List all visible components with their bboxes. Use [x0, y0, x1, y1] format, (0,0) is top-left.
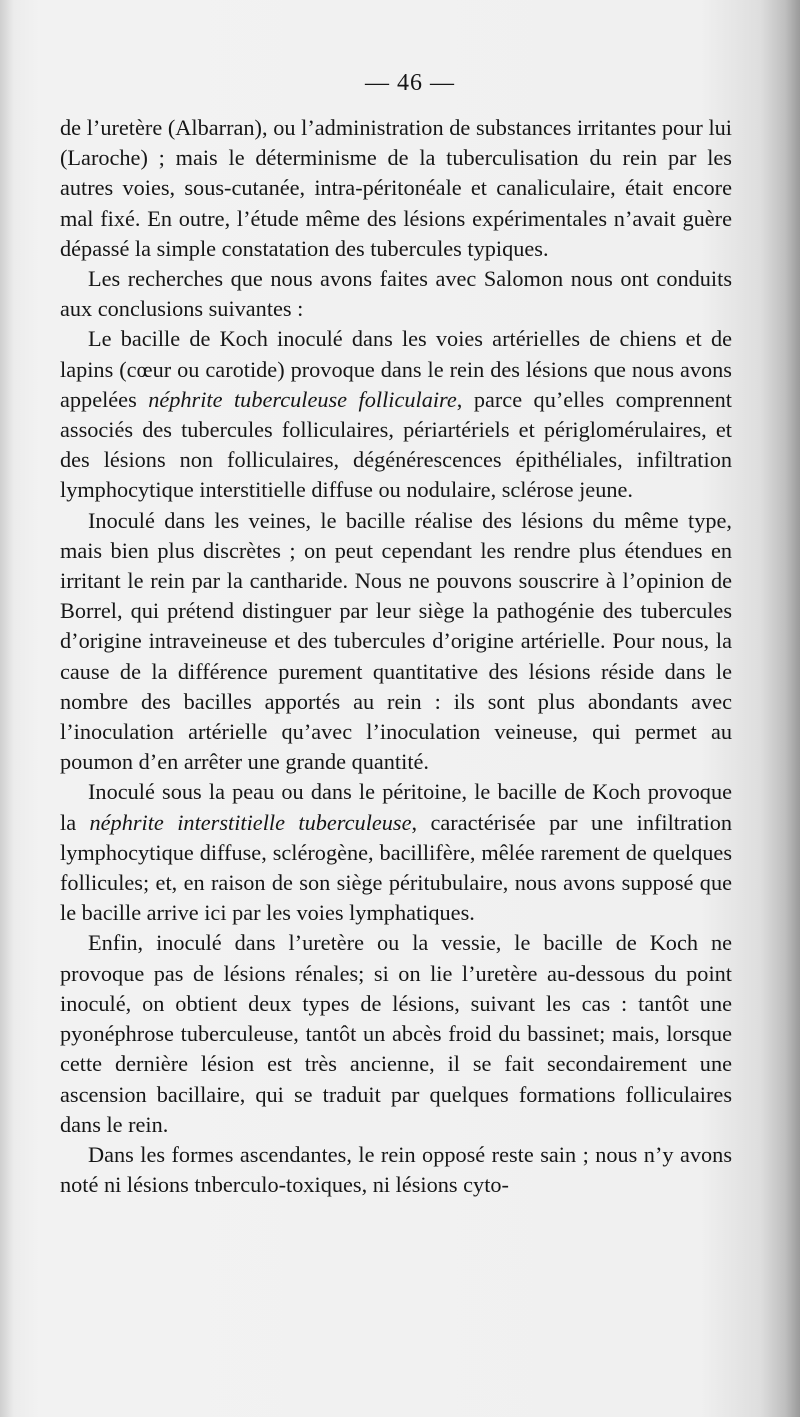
text-span: Les recherches que nous avons faites avec Salomon nous ont conduits aux conclusions suivantes : — [60, 266, 732, 322]
page-number: — 46 — — [365, 70, 455, 96]
text-span: de l’uretère (Albarran), ou l’administration de substances irritantes pour lui (Laroche) ; mais le déterminisme de la tuberculisation du rein par les autres voies, sous-cutanée, intra-péritonéale et canaliculaire, était encore mal fixé. En outre, l’étude même des lésions expérimentales n’avait guère dépassé la simple constatation des tubercules typiques. — [60, 115, 732, 261]
paragraph — [60, 1140, 732, 1200]
paragraph — [60, 928, 732, 1139]
italic-term: néphrite interstitielle tuberculeuse — [89, 809, 412, 835]
paragraph — [60, 264, 732, 324]
paragraph — [60, 324, 732, 505]
text-span: Dans les formes ascendantes, le rein opposé reste sain ; nous n’y avons noté ni lésions tnberculo-toxiques, ni lésions cyto- — [60, 1141, 732, 1198]
text-span: , parce qu’elles comprennent associés des tubercules folliculaires, périartériels et périglomérulaires, et des lésions non folliculaires, dégénérescences épithéliales, infiltration lymphocytique interstitielle diffuse ou nodulaire, sclérose jeune. — [60, 386, 732, 503]
italic-term: néphrite tuberculeuse folliculaire — [148, 386, 457, 412]
text-span: Inoculé dans les veines, le bacille réalise des lésions du même type, mais bien plus discrètes ; on peut cependant les rendre plus étendues en irritant le rein par la cantharide. Nous ne pouvons souscrire à l’opinion de Borrel, qui prétend distinguer par leur siège la pathogénie des tubercules d’origine intraveineuse et des tubercules d’origine artérielle. Pour nous, la cause de la différence purement quantitative des lésions réside dans le nombre des bacilles apportés au rein : ils sont plus abondants avec l’inoculation artérielle qu’avec l’inoculation veineuse, qui permet au poumon d’en arrêter une grande quantité. — [60, 507, 732, 775]
paragraph — [60, 777, 732, 928]
paragraph — [60, 506, 732, 778]
text-span: Le bacille de Koch inoculé dans les voies artérielles de chiens et de lapins (cœur ou carotide) provoque dans le rein des lésions que nous avons appelées — [60, 326, 732, 412]
paragraph — [60, 113, 732, 264]
text-span: , caractérisée par une infiltration lymphocytique diffuse, sclérogène, bacillifère, mêlée rarement de quelques follicules; et, en raison de son siège péritubulaire, nous avons supposé que le bacille arrive ici par les voies lymphatiques. — [60, 809, 732, 926]
body-text — [60, 113, 732, 1200]
text-span: Inoculé sous la peau ou dans le péritoine, le bacille de Koch provoque la — [60, 779, 732, 835]
text-span: Enfin, inoculé dans l’uretère ou la vessie, le bacille de Koch ne provoque pas de lésions rénales; si on lie l’uretère au-dessous du point inoculé, on obtient deux types de lésions, suivant les cas : tantôt une pyonéphrose tuberculeuse, tantôt un abcès froid du bassinet; mais, lorsque cette dernière lésion est très ancienne, il se fait secondairement une ascension bacillaire, qui se traduit par quelques formations folliculaires dans le rein. — [60, 930, 732, 1137]
